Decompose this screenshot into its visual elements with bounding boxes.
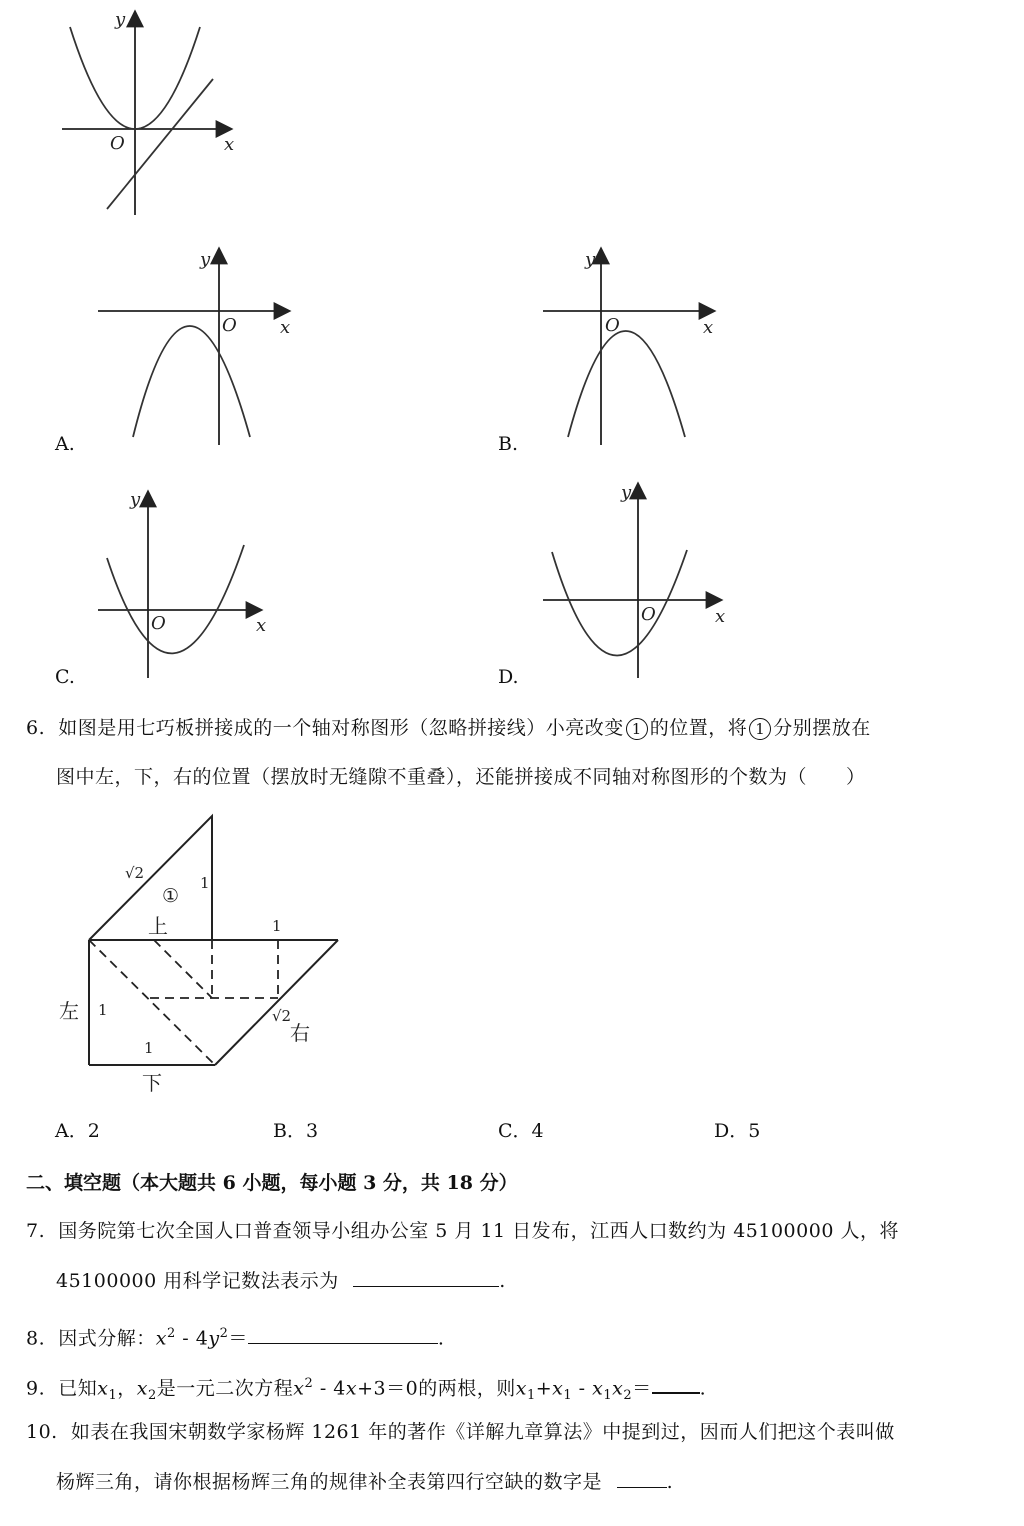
label-one-bottom: 1 — [144, 1039, 154, 1057]
label-you: 右 — [290, 1021, 310, 1045]
x-axis-label: x — [715, 606, 726, 627]
y-axis-label: y — [585, 249, 596, 270]
question-8-number: 8. — [26, 1327, 46, 1350]
circle-one-mark: 1 — [626, 718, 648, 740]
question-10-line-1 — [26, 1420, 895, 1444]
y-axis-label: y — [115, 9, 126, 30]
origin-label: O — [605, 315, 620, 336]
label-one-right: 1 — [200, 874, 210, 892]
answer-blank-q10[interactable] — [617, 1469, 667, 1488]
label-one-left: 1 — [98, 1001, 108, 1019]
question-6-text-b: 的位置，将 — [649, 717, 748, 739]
option-c-label[interactable]: C. — [55, 666, 75, 688]
question-7-text: 国务院第七次全国人口普查领导小组办公室 5 月 11 日发布，江西人口数约为 45100000 人，将 — [58, 1220, 899, 1242]
option-d-graph — [535, 480, 735, 685]
question-7-text-2: 45100000 用科学记数法表示为 — [56, 1270, 339, 1292]
period: . — [699, 1377, 707, 1400]
answer-blank-q7[interactable] — [353, 1268, 499, 1287]
question-9-text-a: 已知 — [58, 1377, 98, 1400]
question-9-text-b: 是一元二次方程 — [156, 1377, 294, 1400]
option-d-label[interactable]: D. — [498, 666, 519, 688]
parabola-curve — [568, 331, 685, 437]
tangram-figure — [50, 808, 360, 1098]
option-a-label[interactable]: A. — [55, 433, 75, 455]
option-c-graph — [90, 485, 280, 685]
x-axis-label: x — [703, 317, 714, 338]
label-shang: 上 — [148, 914, 168, 938]
q6-option-d[interactable]: D．5 — [714, 1120, 761, 1142]
right-slant-edge — [215, 940, 338, 1065]
x-axis-label: x — [224, 134, 235, 155]
question-10-text: 如表在我国宋朝数学家杨辉 1261 年的著作《详解九章算法》中提到过，因而人们把这个表叫做 — [70, 1421, 895, 1443]
y-axis-label: y — [621, 482, 632, 503]
question-6-text-c: 分别摆放在 — [773, 717, 871, 739]
origin-label: O — [222, 315, 237, 336]
question-7-line-1 — [26, 1219, 899, 1243]
y-axis-label: y — [130, 489, 141, 510]
parabola-curve — [133, 326, 250, 437]
label-zuo: 左 — [59, 999, 79, 1023]
period: . — [437, 1327, 445, 1350]
question-6-line-1 — [26, 716, 871, 740]
option-a-graph — [90, 245, 305, 450]
label-one-top: 1 — [272, 917, 282, 935]
circle-one-mark: 1 — [749, 718, 771, 740]
y-axis-label: y — [200, 249, 211, 270]
question-6-line-2: 图中左，下，右的位置（摆放时无缝隙不重叠），还能拼接成不同轴对称图形的个数为（ ） — [56, 766, 866, 788]
period: . — [666, 1471, 674, 1493]
section-2-heading: 二、填空题（本大题共 6 小题，每小题 3 分，共 18 分） — [26, 1172, 518, 1194]
origin-label: O — [151, 613, 166, 634]
question-7-line-2 — [56, 1268, 506, 1293]
question-10-line-2 — [56, 1469, 673, 1494]
x-axis-label: x — [280, 317, 291, 338]
answer-blank-q9[interactable] — [652, 1374, 700, 1394]
question-8: 8. 因式分解：$x^2 - 4y^2=$ . — [26, 1326, 445, 1350]
math-expression: x — [155, 1327, 167, 1350]
x-axis-label: x — [256, 615, 267, 636]
question-7-number: 7. — [26, 1220, 46, 1242]
question-10-text-2: 杨辉三角，请你根据杨辉三角的规律补全表第四行空缺的数字是 — [56, 1471, 603, 1493]
question-9-number: 9. — [26, 1377, 46, 1400]
dashed-short-diagonal — [154, 940, 212, 998]
circle-one-label: ① — [162, 885, 180, 907]
option-b-graph — [535, 245, 735, 450]
answer-blank-q8[interactable] — [248, 1325, 438, 1344]
question-8-text: 因式分解： — [58, 1327, 156, 1350]
q6-option-a[interactable]: A．2 — [55, 1120, 100, 1142]
question-10-number: 10. — [26, 1421, 58, 1443]
parabola-curve — [552, 550, 687, 656]
origin-label: O — [641, 604, 656, 625]
period: . — [499, 1270, 506, 1292]
question-9-text-c: 的两根，则 — [418, 1377, 516, 1400]
sqrt2-right-label: √2 — [272, 1007, 292, 1025]
question-6-text-a: 如图是用七巧板拼接成的一个轴对称图形（忽略拼接线）小亮改变 — [58, 717, 624, 739]
question-9: 9. 已知$x_1$，$x_2$是一元二次方程$x^2 - 4x+3=0$的两根，则$x_1+x_1 - x_1x_2=$ . — [26, 1376, 707, 1404]
origin-label: O — [110, 133, 125, 154]
q6-option-c[interactable]: C．4 — [498, 1120, 544, 1142]
q6-option-b[interactable]: B．3 — [273, 1120, 319, 1142]
label-xia: 下 — [142, 1071, 162, 1095]
graph-parabola-and-line — [50, 5, 250, 220]
question-6-number: 6. — [26, 717, 46, 739]
parabola-curve — [107, 545, 244, 653]
option-b-label[interactable]: B. — [498, 433, 519, 455]
sqrt2-top-label: √2 — [125, 864, 145, 882]
